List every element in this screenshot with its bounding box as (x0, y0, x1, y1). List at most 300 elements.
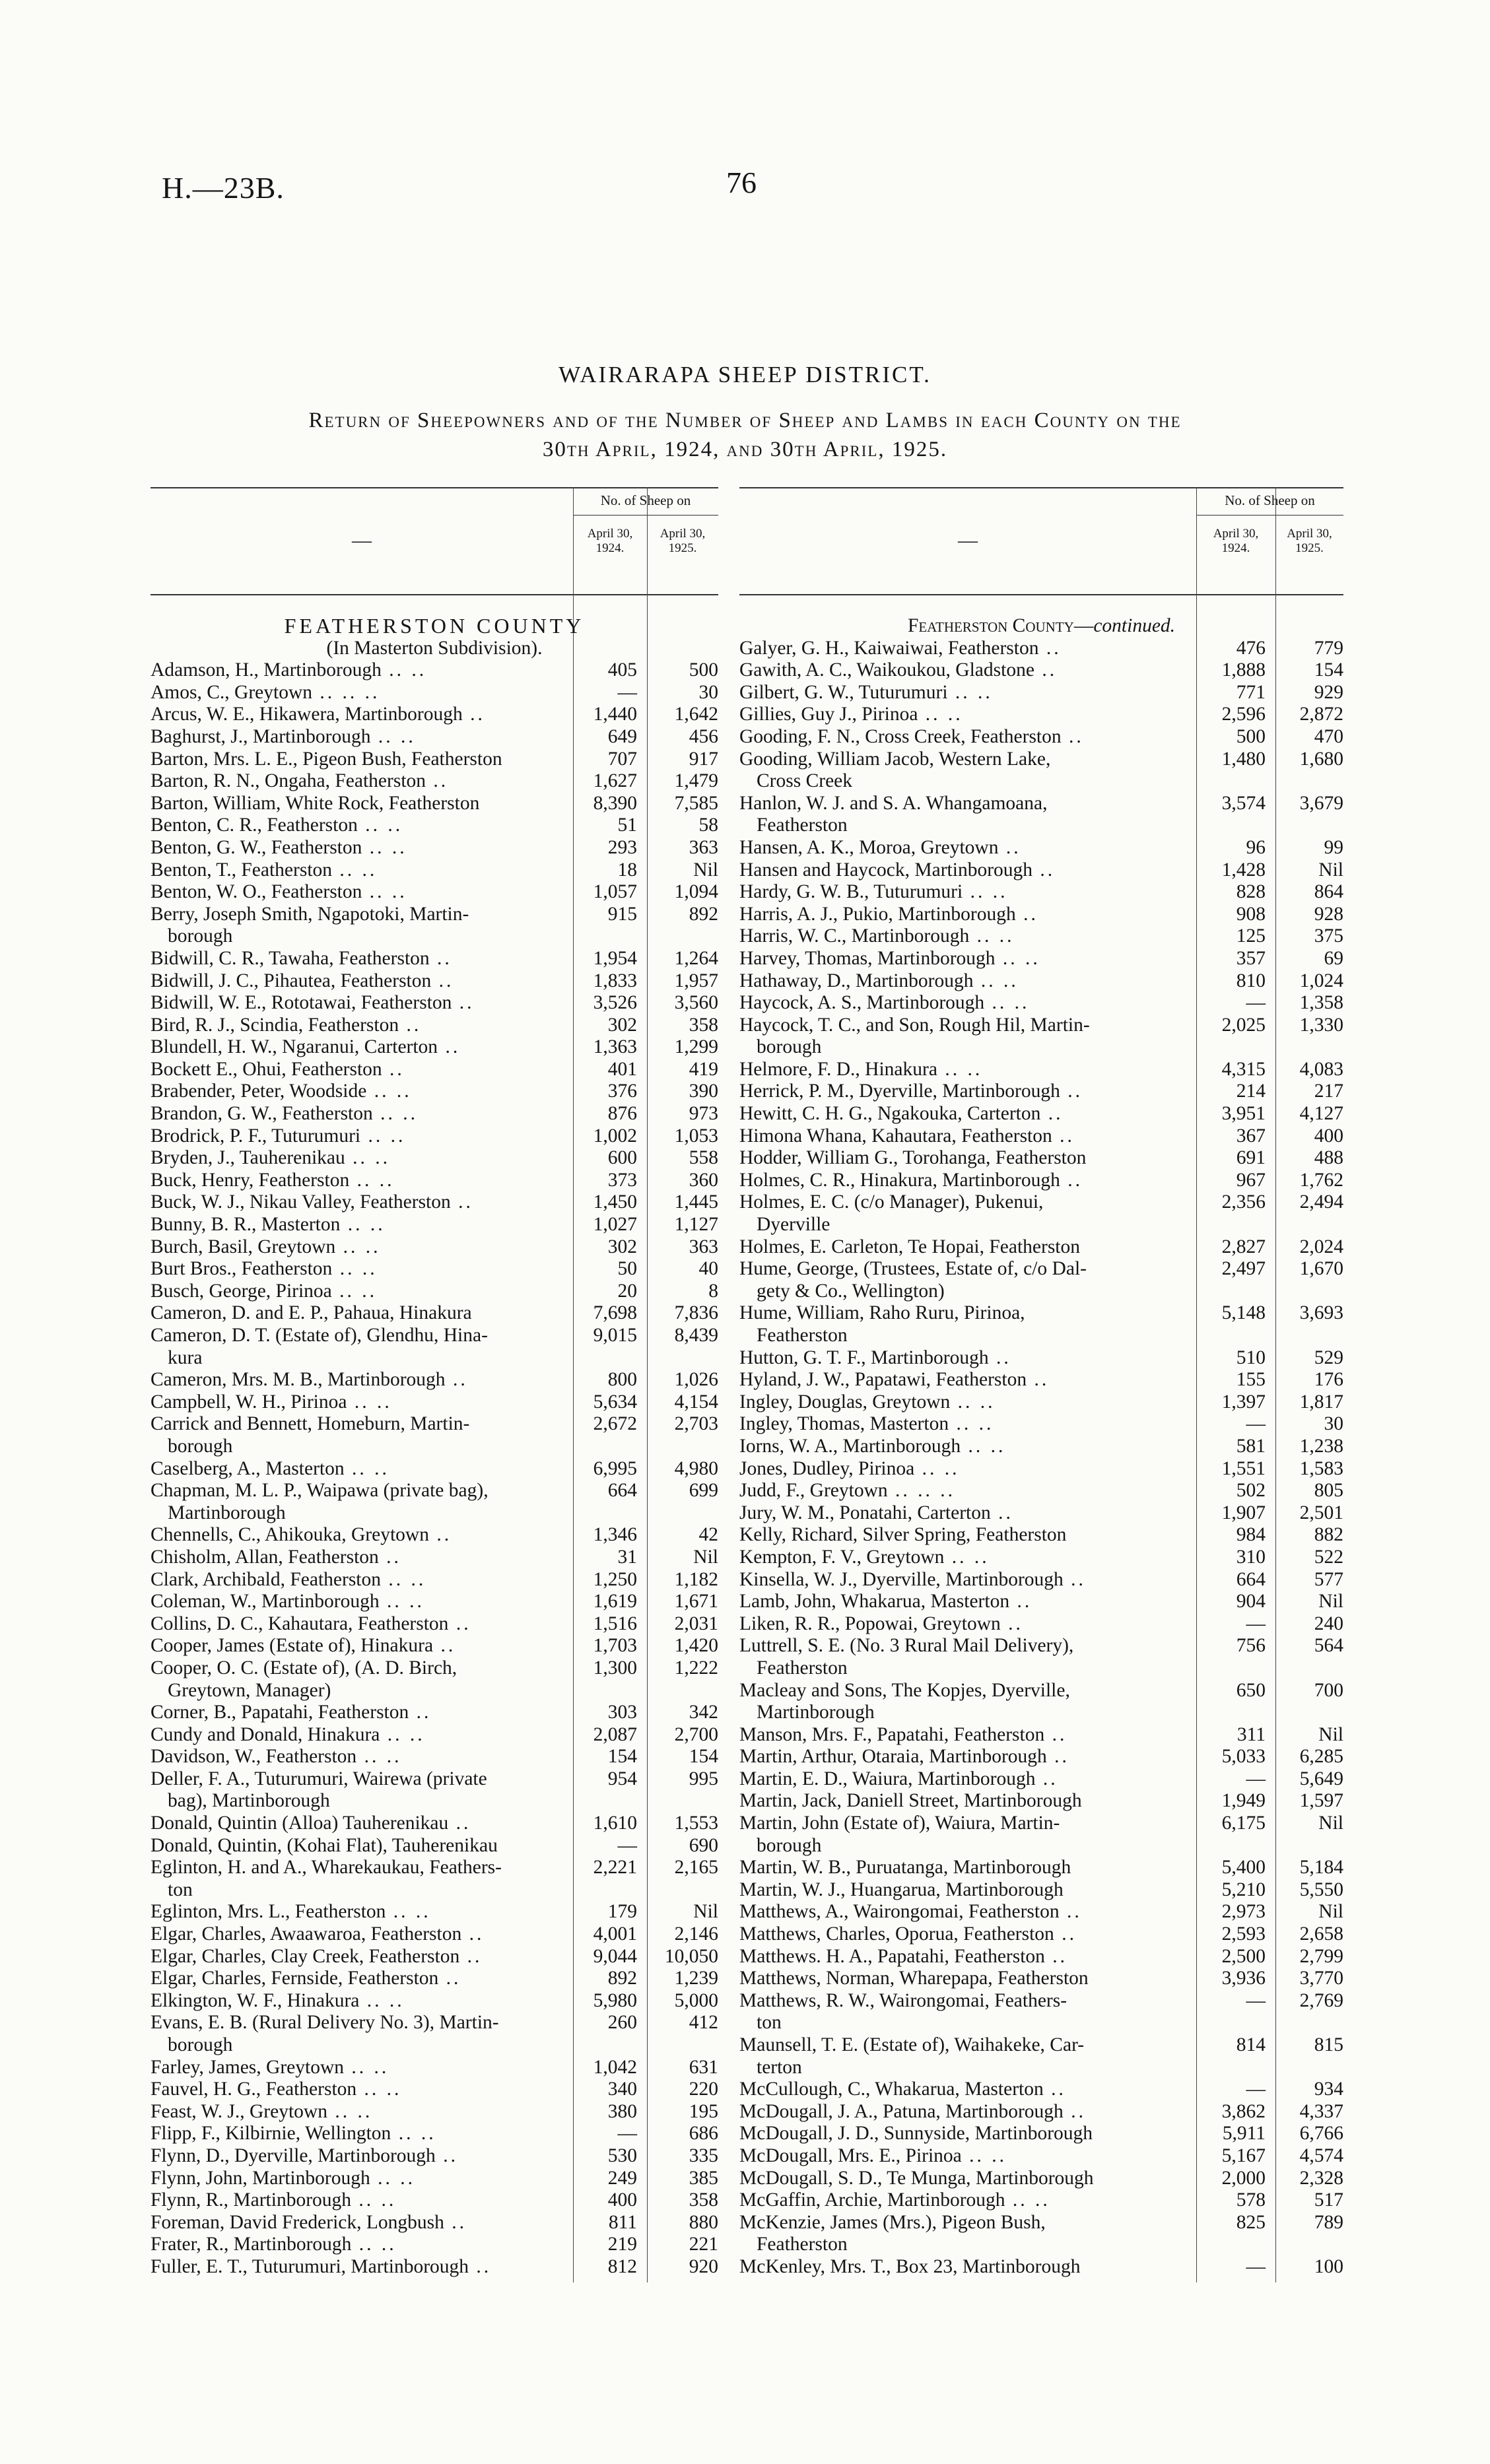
owner-name: Chisholm, Allan, Featherston .. (151, 1546, 401, 1568)
sheep-count-1925: 6,766 (1299, 2123, 1343, 2145)
leader-dots: .. (429, 947, 452, 969)
owner-name: Cameron, Mrs. M. B., Martinborough .. (151, 1369, 468, 1391)
leader-dots: .. (459, 1945, 483, 1967)
owner-name: borough (168, 925, 233, 947)
owner-name: McDougall, S. D., Te Munga, Martinborough (739, 2167, 1094, 2189)
sheep-count-1925: 2,872 (1299, 704, 1343, 725)
table-row (151, 1879, 718, 1902)
sheep-count-1924: 810 (1236, 970, 1266, 991)
sheep-count-1924: 1,440 (593, 704, 637, 725)
sheep-count-1924: 1,346 (593, 1524, 637, 1546)
table-row (151, 1036, 718, 1059)
sheep-count-1925: 358 (689, 2189, 718, 2211)
sheep-count-1925: 1,127 (674, 1214, 718, 1236)
owner-name: Gawith, A. C., Waikoukou, Gladstone .. (739, 659, 1058, 681)
table-row (739, 2057, 1343, 2079)
leader-dots: .. .. (963, 881, 1008, 903)
table-row (151, 925, 718, 948)
sheep-count-1924: 2,596 (1221, 704, 1266, 725)
table-row (739, 1458, 1343, 1481)
owner-name: Burch, Basil, Greytown .. .. (151, 1236, 381, 1257)
owner-name: McDougall, J. A., Patuna, Martinborough .. (739, 2100, 1086, 2122)
sheep-count-1925: 995 (689, 1768, 718, 1789)
table-row (151, 1281, 718, 1303)
leader-dots: .. (448, 1613, 471, 1634)
leader-dots: .. (1063, 2100, 1086, 2122)
sheep-count-1924: 2,500 (1221, 1945, 1266, 1967)
sheep-count-1925: 558 (689, 1147, 718, 1169)
table-row (739, 1990, 1343, 2013)
sheep-count-1925: 1,239 (674, 1968, 718, 1989)
sheep-count-1925: 5,649 (1299, 1768, 1343, 1789)
table-row (739, 1391, 1343, 1414)
owner-name: Martin, E. D., Waiura, Martinborough .. (739, 1768, 1058, 1789)
owner-name: borough (168, 1435, 233, 1457)
sheep-count-1925: 7,836 (674, 1302, 718, 1324)
sheep-count-1925: 699 (689, 1480, 718, 1502)
owner-name: Chapman, M. L. P., Waipawa (private bag), (151, 1480, 489, 1502)
sheep-count-1925: 1,817 (1299, 1391, 1343, 1413)
sheep-count-1924: 357 (1236, 947, 1266, 969)
sheep-count-1925: 500 (689, 659, 718, 681)
sheep-count-1925: 517 (1314, 2189, 1343, 2211)
sheep-count-1924: — (617, 2123, 637, 2145)
owner-name: Holmes, E. Carleton, Te Hopai, Featherston (739, 1236, 1080, 1257)
table-row (151, 1191, 718, 1214)
owner-name: Cross Creek (757, 770, 853, 792)
sheep-count-1925: 928 (1314, 903, 1343, 925)
sheep-count-1924: 825 (1236, 2211, 1266, 2233)
table-row (739, 2145, 1343, 2168)
table-row (151, 1125, 718, 1148)
leader-dots: .. (452, 992, 475, 1014)
owner-name: Martin, Arthur, Otaraia, Martinborough .. (739, 1746, 1069, 1768)
table-row (739, 2079, 1343, 2101)
sheep-count-1925: 2,769 (1299, 1989, 1343, 2011)
owner-name: Hume, William, Raho Ruru, Pirinoa, (739, 1302, 1025, 1324)
owner-name: Gilbert, G. W., Tuturumuri .. .. (739, 681, 993, 703)
sheep-count-1924: — (1246, 1613, 1266, 1634)
sheep-count-1925: 1,957 (674, 970, 718, 991)
sheep-count-1924: 401 (607, 1058, 637, 1080)
table-row (151, 1502, 718, 1525)
sheep-count-1924: 340 (607, 2079, 637, 2100)
table-row (739, 904, 1343, 926)
owner-name: Hardy, G. W. B., Tuturumuri .. .. (739, 881, 1008, 903)
table-row (151, 1813, 718, 1835)
sheep-count-1925: 564 (1314, 1635, 1343, 1657)
leader-dots: .. .. (370, 725, 416, 747)
table-row (739, 1946, 1343, 1968)
sheep-count-1925: 2,165 (674, 1857, 718, 1879)
table-row (739, 2123, 1343, 2145)
table-row (739, 1325, 1343, 1347)
sheep-count-1924: 5,210 (1221, 1879, 1266, 1900)
sheep-count-1925: 2,494 (1299, 1191, 1343, 1213)
continued-label: continued. (1093, 615, 1176, 636)
table-row (151, 1790, 718, 1813)
leader-dots: .. (1044, 1723, 1067, 1745)
owner-name: Harvey, Thomas, Martinborough .. .. (739, 947, 1040, 969)
owner-name: Luttrell, S. E. (No. 3 Rural Mail Delivery), (739, 1635, 1074, 1657)
sheep-count-1924: 1,610 (593, 1813, 637, 1834)
table-row (151, 1103, 718, 1125)
table-row (151, 682, 718, 704)
owner-name: terton (757, 2056, 802, 2078)
table-row (739, 2012, 1343, 2034)
leader-dots: .. .. (961, 2145, 1007, 2166)
owner-name: Elkington, W. F., Hinakura .. .. (151, 1989, 405, 2011)
subtitle-line-1: Return of Sheepowners and of the Number of Sheep and Lambs in each County on the (308, 409, 1182, 432)
leader-dots: .. (448, 1813, 471, 1834)
table-row (739, 1835, 1343, 1857)
leader-dots: .. .. (372, 1103, 419, 1125)
sheep-count-1924: 5,033 (1221, 1746, 1266, 1768)
owner-name: Eglinton, Mrs. L., Featherston .. .. (151, 1901, 431, 1923)
sheep-count-1924: 5,634 (593, 1391, 637, 1413)
leader-dots: .. (426, 770, 449, 792)
sheep-count-1925: 360 (689, 1169, 718, 1191)
owner-name: Kinsella, W. J., Dyerville, Martinborough .. (739, 1568, 1086, 1590)
table-row (151, 1835, 718, 1857)
sheep-count-1925: 412 (689, 2012, 718, 2034)
table-row (739, 1015, 1343, 1037)
owner-name: Liken, R. R., Popowai, Greytown .. (739, 1613, 1023, 1634)
owner-name: Judd, F., Greytown .. .. .. (739, 1480, 955, 1502)
sheep-count-1924: 1,888 (1221, 659, 1266, 681)
owner-name: Flynn, R., Martinborough .. .. (151, 2189, 397, 2211)
owner-name: McDougall, Mrs. E., Pirinoa .. .. (739, 2145, 1007, 2166)
sheep-count-1925: 631 (689, 2056, 718, 2078)
owner-name: Matthews, Charles, Oporua, Featherston .. (739, 1923, 1077, 1945)
sheep-count-1924: 310 (1236, 1546, 1266, 1568)
table-row (739, 815, 1343, 837)
right-column-table (739, 487, 1343, 2279)
sheep-count-1925: 864 (1314, 881, 1343, 903)
leader-dots: .. (1033, 859, 1056, 881)
table-row (739, 749, 1343, 771)
owner-name: Elgar, Charles, Clay Creek, Featherston .. (151, 1945, 483, 1967)
sheep-count-1924: 302 (607, 1014, 637, 1036)
leader-dots: .. (382, 1058, 405, 1080)
sheep-count-1925: 8 (708, 1280, 718, 1302)
sheep-count-1924: 828 (1236, 881, 1266, 903)
sheep-count-1924: 6,995 (593, 1457, 637, 1479)
sheep-count-1924: 376 (607, 1081, 637, 1102)
table-row (151, 1768, 718, 1791)
sheep-count-1925: 529 (1314, 1347, 1343, 1368)
sheep-count-1925: Nil (693, 1546, 718, 1568)
owner-name: McCullough, C., Whakarua, Masterton .. (739, 2079, 1066, 2100)
table-row (739, 1347, 1343, 1370)
sheep-count-1924: 155 (1236, 1369, 1266, 1391)
owner-name: Elgar, Charles, Fernside, Featherston .. (151, 1968, 461, 1989)
table-row (151, 704, 718, 726)
sheep-count-1924: 50 (617, 1258, 637, 1280)
sheep-count-1925: 1,053 (674, 1125, 718, 1147)
owner-name: McKenley, Mrs. T., Box 23, Martinborough (739, 2255, 1081, 2277)
sheep-count-1924: — (1246, 1413, 1266, 1435)
owner-name: Buck, Henry, Featherston .. .. (151, 1169, 395, 1191)
leader-dots: .. .. (347, 1391, 392, 1413)
owner-name: Evans, E. B. (Rural Delivery No. 3), Martin- (151, 2012, 499, 2034)
sheep-count-1925: 375 (1314, 925, 1343, 947)
owner-name: Hodder, William G., Torohanga, Featherston (739, 1147, 1087, 1169)
table-row (151, 1236, 718, 1259)
table-row (739, 1768, 1343, 1791)
table-row (739, 1103, 1343, 1125)
sheep-count-1924: 1,300 (593, 1657, 637, 1679)
leader-dots: .. .. (914, 1457, 960, 1479)
sheep-count-1925: 8,439 (674, 1325, 718, 1346)
table-row (739, 1923, 1343, 1946)
table-row (151, 1325, 718, 1347)
owner-name: Dyerville (757, 1214, 830, 1236)
sheep-count-1924: 214 (1236, 1081, 1266, 1102)
owner-name: Coleman, W., Martinborough .. .. (151, 1591, 424, 1613)
owner-name: Ingley, Thomas, Masterton .. .. (739, 1413, 994, 1435)
owner-name: Hansen, A. K., Moroa, Greytown .. (739, 836, 1021, 858)
leader-dots: .. (1035, 1768, 1058, 1789)
table-row (739, 1480, 1343, 1502)
sheep-count-1924: 7,698 (593, 1302, 637, 1324)
leader-dots: .. .. (381, 659, 427, 681)
leader-dots: .. (1034, 659, 1058, 681)
owner-name: Galyer, G. H., Kaiwaiwai, Featherston .. (739, 637, 1062, 659)
leader-dots: .. .. (332, 859, 378, 881)
leader-dots: .. .. (937, 1058, 983, 1080)
sheep-count-1924: 400 (607, 2189, 637, 2211)
owner-name: Chennells, C., Ahikouka, Greytown .. (151, 1524, 452, 1546)
table-row (151, 970, 718, 993)
sheep-count-1924: 2,356 (1221, 1191, 1266, 1213)
table-row (739, 1547, 1343, 1569)
sheep-count-1924: 1,627 (593, 770, 637, 792)
sheep-count-1925: 7,585 (674, 792, 718, 814)
sheep-count-1925: 419 (689, 1058, 718, 1080)
table-row (739, 1258, 1343, 1281)
header-year-1924: April 30, 1924. (1213, 527, 1259, 555)
leader-dots: .. .. (995, 947, 1040, 969)
sheep-count-1924: 96 (1246, 836, 1266, 858)
table-row (739, 704, 1343, 726)
table-row (151, 1990, 718, 2013)
sheep-count-1924: 303 (607, 1702, 637, 1723)
leader-dots: .. (428, 1524, 452, 1546)
table-row (739, 2212, 1343, 2234)
table-row (151, 770, 718, 793)
owner-name: borough (757, 1834, 822, 1856)
sheep-count-1924: 1,042 (593, 2056, 637, 2078)
sheep-count-1925: 805 (1314, 1480, 1343, 1502)
table-row (151, 1369, 718, 1391)
leader-dots: .. (1063, 1568, 1086, 1590)
owner-name: Buck, W. J., Nikau Valley, Featherston .. (151, 1191, 473, 1213)
leader-dots: .. .. (335, 1236, 381, 1257)
sheep-count-1925: 5,550 (1299, 1879, 1343, 1900)
table-row (151, 1391, 718, 1414)
document-subtitle (145, 406, 1345, 464)
table-row (151, 992, 718, 1015)
table-body (739, 595, 1343, 2279)
owner-name: Bryden, J., Tauherenikau .. .. (151, 1147, 391, 1169)
owner-name: Hewitt, C. H. G., Ngakouka, Carterton .. (739, 1103, 1064, 1125)
sheep-count-1925: 1,445 (674, 1191, 718, 1213)
page-number: 76 (726, 166, 757, 199)
owner-name: Collins, D. C., Kahautara, Featherston .. (151, 1613, 471, 1634)
owner-name: Maunsell, T. E. (Estate of), Waihakeke, Car- (739, 2034, 1085, 2055)
sheep-count-1924: 2,087 (593, 1723, 637, 1745)
sheep-count-1925: 154 (1314, 659, 1343, 681)
subtitle-line-2: 30th April, 1924, and 30th April, 1925. (542, 438, 948, 461)
sheep-count-1924: 664 (607, 1480, 637, 1502)
sheep-count-1925: Nil (1318, 1723, 1343, 1745)
sheep-count-1925: Nil (1318, 859, 1343, 881)
leader-dots: .. .. (984, 992, 1030, 1014)
sheep-count-1925: 1,479 (674, 770, 718, 792)
table-row (151, 1524, 718, 1547)
sheep-count-1924: 2,025 (1221, 1014, 1266, 1036)
table-row (151, 881, 718, 904)
sheep-count-1924: 1,002 (593, 1125, 637, 1147)
table-row (151, 1170, 718, 1192)
sheep-count-1924: 1,480 (1221, 748, 1266, 770)
table-body (151, 595, 718, 2279)
sheep-count-1925: 4,127 (1299, 1103, 1343, 1125)
sheep-count-1924: 500 (1236, 725, 1266, 747)
leader-dots: .. .. (391, 2123, 436, 2145)
leader-dots: .. .. (944, 1546, 990, 1568)
leader-dots: .. (445, 1369, 468, 1391)
sheep-count-1925: 176 (1314, 1369, 1343, 1391)
sheep-count-1925: 2,700 (674, 1723, 718, 1745)
owner-name: Jury, W. M., Ponatahi, Carterton .. (739, 1502, 1013, 1523)
table-row (739, 1813, 1343, 1835)
owner-name: Haycock, T. C., and Son, Rough Hil, Martin- (739, 1014, 1090, 1036)
owner-name: Bunny, B. R., Masterton .. .. (151, 1214, 386, 1236)
table-row (739, 1302, 1343, 1325)
sheep-count-1924: — (1246, 2255, 1266, 2277)
header-year-1925: April 30, 1925. (660, 527, 706, 555)
sheep-count-1924: 5,911 (1222, 2123, 1266, 2145)
sheep-count-1924: 9,044 (593, 1945, 637, 1967)
owner-name: Bidwill, W. E., Rototawai, Featherston .. (151, 992, 475, 1014)
sheep-count-1924: 1,516 (593, 1613, 637, 1634)
sheep-count-1925: 42 (698, 1524, 718, 1546)
leader-dots: .. (1044, 1945, 1068, 1967)
table-row (739, 1125, 1343, 1148)
sheep-count-1925: 1,024 (1299, 970, 1343, 991)
owner-name: Cooper, O. C. (Estate of), (A. D. Birch, (151, 1657, 457, 1679)
sheep-count-1925: 221 (689, 2234, 718, 2255)
owner-name: Cameron, D. T. (Estate of), Glendhu, Hina- (151, 1325, 488, 1346)
sheep-count-1925: 2,031 (674, 1613, 718, 1634)
owner-name: Helmore, F. D., Hinakura .. .. (739, 1058, 983, 1080)
leader-dots: .. (409, 1702, 432, 1723)
table-row (151, 1436, 718, 1458)
sheep-count-1924: 9,015 (593, 1325, 637, 1346)
owner-name: Arcus, W. E., Hikawera, Martinborough .. (151, 704, 485, 725)
leader-dots: .. (1061, 725, 1084, 747)
owner-name: Benton, W. O., Featherston .. .. (151, 881, 407, 903)
table-row (151, 1258, 718, 1281)
table-row (739, 1524, 1343, 1547)
sheep-count-1924: 1,949 (1221, 1790, 1266, 1812)
sheep-count-1924: 1,428 (1221, 859, 1266, 881)
owner-name: borough (168, 2034, 233, 2055)
table-row (739, 1746, 1343, 1768)
sheep-count-1925: 690 (689, 1834, 718, 1856)
sheep-count-1925: 973 (689, 1103, 718, 1125)
owner-name: Matthews, R. W., Wairongomai, Feathers- (739, 1989, 1067, 2011)
table-row (151, 1702, 718, 1724)
table-row (739, 1857, 1343, 1879)
owner-name: Haycock, A. S., Martinborough .. .. (739, 992, 1030, 1014)
owner-name: Caselberg, A., Masterton .. .. (151, 1457, 389, 1479)
sheep-count-1924: 3,936 (1221, 1968, 1266, 1989)
sheep-count-1925: 363 (689, 1236, 718, 1257)
sheep-count-1925: 815 (1314, 2034, 1343, 2055)
owner-name: Benton, G. W., Featherston .. .. (151, 836, 407, 858)
table-row (739, 793, 1343, 815)
leader-dots: .. (1027, 1369, 1050, 1391)
table-row (739, 1081, 1343, 1103)
leader-dots: .. (378, 1546, 401, 1568)
sheep-count-1924: 908 (1236, 903, 1266, 925)
leader-dots: .. .. (947, 681, 993, 703)
table-row (151, 2145, 718, 2168)
table-row (739, 2034, 1343, 2057)
table-row (151, 2168, 718, 2190)
owner-name: Flynn, D., Dyerville, Martinborough .. (151, 2145, 458, 2166)
owner-name: Brodrick, P. F., Tuturumuri .. .. (151, 1125, 406, 1147)
leader-dots: .. .. (345, 1147, 391, 1169)
sheep-count-1924: 3,951 (1221, 1103, 1266, 1125)
owner-name: Featherston County—continued. (907, 615, 1176, 636)
owner-name: Featherston (757, 1657, 848, 1679)
owner-name: Featherston (757, 1325, 848, 1346)
owner-name: Bockett E., Ohui, Featherston .. (151, 1058, 405, 1080)
sheep-count-1925: 58 (698, 815, 718, 836)
owner-name: Hanlon, W. J. and S. A. Whangamoana, (739, 792, 1048, 814)
sheep-count-1925: 1,026 (674, 1369, 718, 1391)
header-group-label: No. of Sheep on (1225, 492, 1315, 508)
sheep-count-1924: 219 (607, 2234, 637, 2255)
leader-dots: .. (1009, 1591, 1033, 1613)
table-row (739, 881, 1343, 904)
continued-heading (739, 615, 1343, 638)
table-row (739, 859, 1343, 882)
owner-name: (In Masterton Subdivision). (326, 637, 543, 659)
leader-dots: .. (990, 1502, 1013, 1523)
owner-name: Kempton, F. V., Greytown .. .. (739, 1546, 990, 1568)
owner-name: Iorns, W. A., Martinborough .. .. (739, 1435, 1006, 1457)
leader-dots: .. (435, 2145, 458, 2166)
sheep-count-1925: 2,024 (1299, 1236, 1343, 1257)
table-row (151, 1302, 718, 1325)
sheep-count-1925: 522 (1314, 1546, 1343, 1568)
leader-dots: .. (1060, 1081, 1083, 1102)
sheep-count-1924: 260 (607, 2012, 637, 2034)
leader-dots: .. (462, 704, 485, 725)
table-row (151, 2234, 718, 2256)
sheep-count-1924: 502 (1236, 1480, 1266, 1502)
leader-dots: .. .. (949, 1413, 994, 1435)
owner-name: Cameron, D. and E. P., Pahaua, Hinakura (151, 1302, 472, 1324)
table-row (739, 2101, 1343, 2123)
table-row (739, 837, 1343, 859)
table-row (151, 1059, 718, 1081)
